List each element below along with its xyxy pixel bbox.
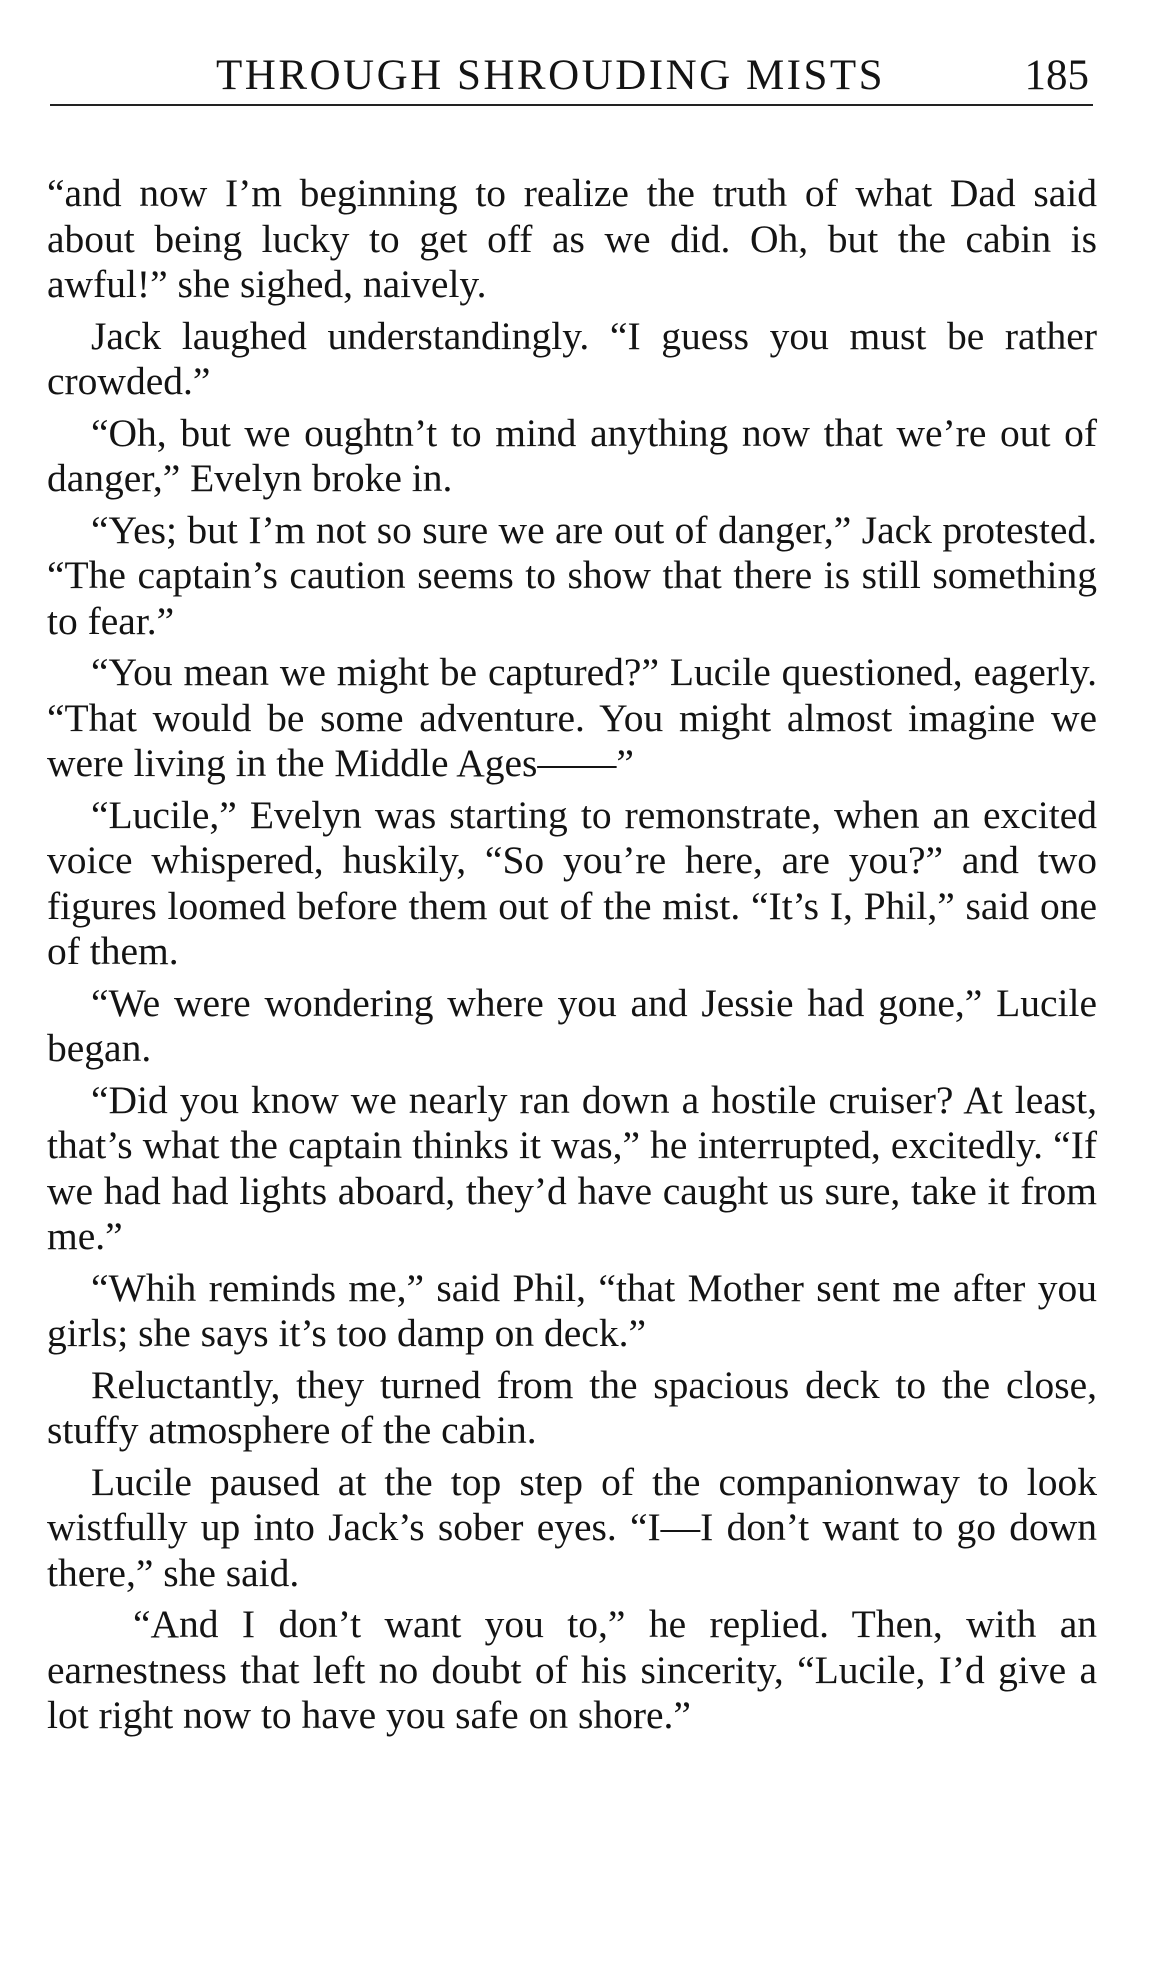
paragraph: “Whih reminds me,” said Phil, “that Mother sent me after you girls; she says it’s too damp on deck.” [47,1265,1097,1355]
paragraph: “Yes; but I’m not so sure we are out of danger,” Jack protested. “The captain’s caution seems to show that there is still something to fear.” [47,507,1097,643]
paragraph: Reluctantly, they turned from the spacious deck to the close, stuffy atmosphere of the cabin. [47,1362,1097,1452]
paragraph: “We were wondering where you and Jessie had gone,” Lucile began. [47,980,1097,1070]
running-head [50,48,1093,104]
paragraph: “You mean we might be captured?” Lucile questioned, eagerly. “That would be some adventure. You might almost imagine we were living in the Middle Ages——” [47,650,1097,785]
paragraph: Lucile paused at the top step of the companionway to look wistfully up into Jack’s sober eyes. “I—I don’t want to go down there,” she said. [47,1459,1097,1595]
paragraph: “And I don’t want you to,” he replied. Then, with an earnestness that left no doubt of his sincerity, “Lucile, I’d give a lot right now to have you safe on shore.” [47,1602,1097,1737]
header-rule [50,104,1093,106]
paragraph: “Lucile,” Evelyn was starting to remonstrate, when an excited voice whispered, huskily, “So you’re here, are you?” and two figures loomed before them out of the mist. “It’s I, Phil,” said one of them. [47,792,1097,973]
paragraph: “and now I’m beginning to realize the truth of what Dad said about being lucky to get off as we did. Oh, but the cabin is awful!” she sighed, naively. [47,171,1097,306]
paragraph: “Oh, but we oughtn’t to mind anything now that we’re out of danger,” Evelyn broke in. [47,410,1097,500]
body-text [47,171,1097,1745]
running-title: THROUGH SHROUDING MISTS [216,52,886,99]
paragraph: “Did you know we nearly ran down a hostile cruiser? At least, that’s what the captain thinks it was,” he interrupted, excitedly. “If we had had lights aboard, they’d have caught us sure, take it from me.” [47,1077,1097,1258]
page-number: 185 [1024,52,1089,99]
paragraph: Jack laughed understandingly. “I guess you must be rather crowded.” [47,313,1097,403]
